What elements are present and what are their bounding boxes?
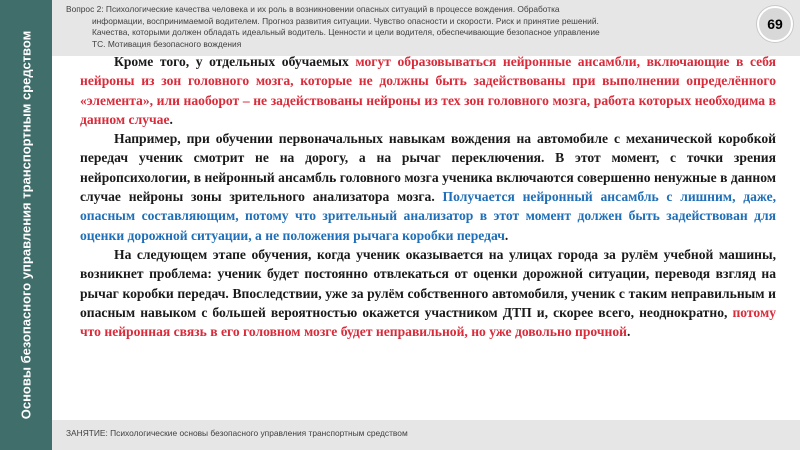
sidebar-title: Основы безопасного управления транспортным средством — [18, 30, 34, 420]
paragraph-1-highlight: могут образовываться нейронные ансамбли, включающие в себя нейроны из зон головного мозга, которые не должны быть задействованы при выполнении определённого «элемента», или наоборот – не задействованы нейроны из тех зон головного мозга, работа которых необходима в данном случае — [80, 54, 776, 127]
paragraph-1-end: . — [169, 111, 173, 127]
paragraph-1 — [80, 52, 776, 129]
header-line-2: информации, воспринимаемой водителем. Прогноз развития ситуации. Чувство опасности и скорости. Риск и принятие решений. — [92, 15, 599, 26]
footer-text: ЗАНЯТИЕ: Психологические основы безопасного управления транспортным средством — [66, 428, 408, 438]
header-line-1: Вопрос 2: Психологические качества человека и их роль в возникновении опасных ситуаций в процессе вождения. Обработка — [66, 4, 560, 14]
sidebar — [0, 0, 52, 450]
paragraph-3 — [80, 245, 776, 341]
paragraph-2-highlight: Получается нейронный ансамбль с лишним, даже, опасным составляющим, потому что зрительный анализатор в этот момент должен быть задействован для оценки дорожной ситуации, а не положения рычага коробки передач — [80, 189, 776, 243]
header-line-4: ТС. Мотивация безопасного вождения — [92, 38, 242, 49]
paragraph-3-text: На следующем этапе обучения, когда ученик оказывается на улицах города за рулём учебной машины, возникнет проблема: ученик будет постоянно отвлекаться от оценки дорожной ситуации, переводя взгляд на рычаг коробки передач. Впоследствии, уже за рулём собственного автомобиля, ученик с таким неправильным и опасным навыком с большей вероятностью окажется участником ДТП и, скорее всего, неоднократно, — [80, 246, 776, 320]
paragraph-2 — [80, 129, 776, 245]
header-line-3: Качества, которыми должен обладать идеальный водитель. Ценности и цели водителя, обеспечивающие безопасное управление — [92, 27, 600, 37]
question-header — [66, 4, 756, 50]
paragraph-2-end: . — [504, 227, 509, 243]
paragraph-3-end: . — [626, 324, 631, 340]
slide-body — [80, 52, 776, 341]
paragraph-3-highlight: потому что нейронная связь в его головном мозге будет неправильной, но уже довольно прочной — [80, 304, 776, 340]
paragraph-1-text: Кроме того, у отдельных обучаемых — [114, 54, 356, 69]
paragraph-2-text: Например, при обучении первоначальных навыкам вождения на автомобиле с механической коробкой передач ученик смотрит не на дорогу, а на рычаг переключения. В этот момент, с точки зрения нейропсихологии, в нейронный ансамбль головного мозга ученика включаются совершенно ненужные в данном случае нейроны зоны зрительного анализатора мозга. — [80, 131, 776, 205]
slide-number-badge: 69 — [757, 6, 793, 42]
